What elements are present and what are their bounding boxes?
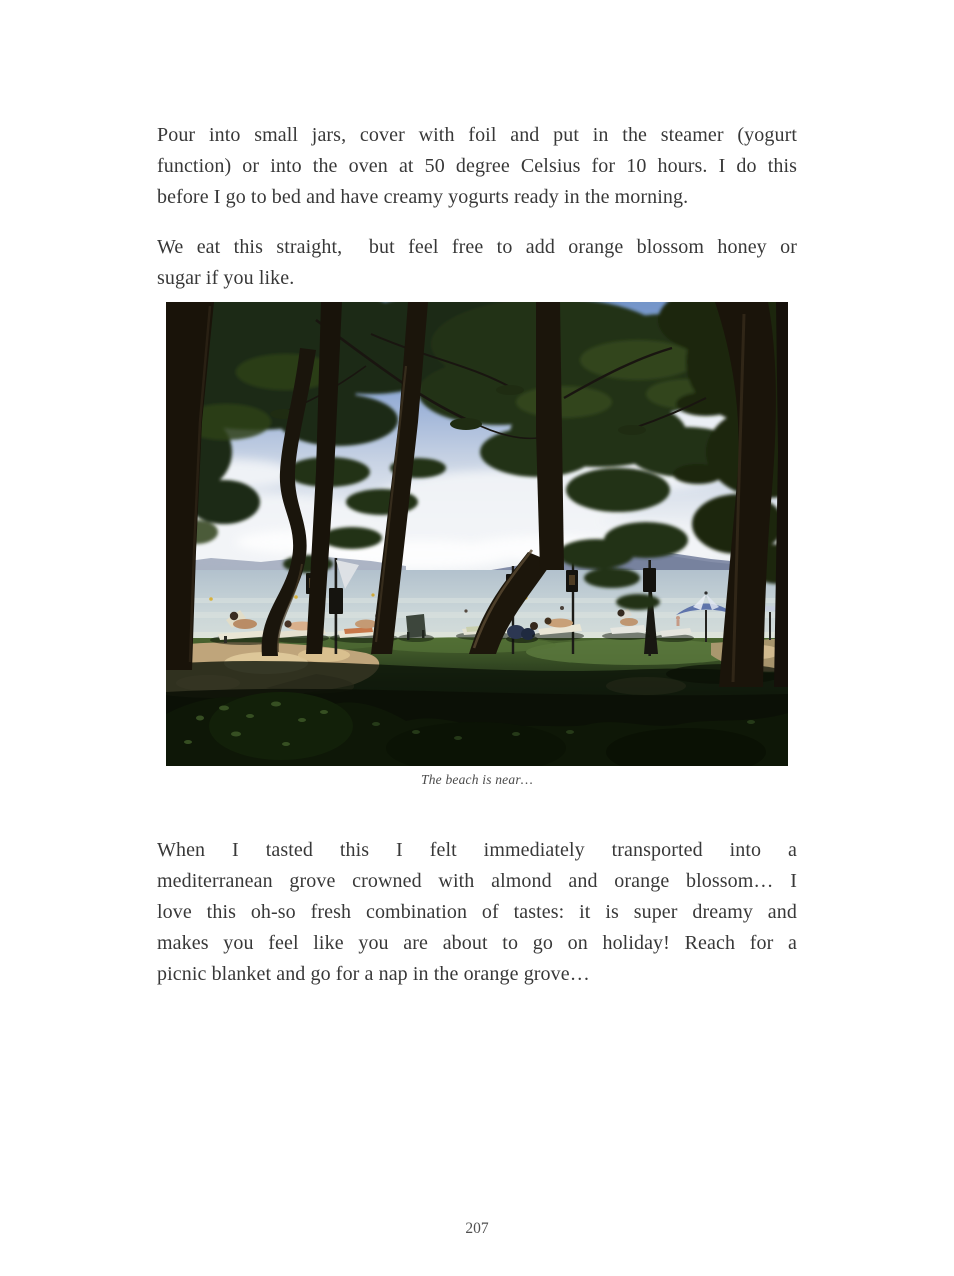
- text-line: When I tasted this I felt immediately transported into a: [157, 839, 797, 861]
- text-line: function) or into the oven at 50 degree Celsius for 10 hours. I do this: [157, 155, 797, 177]
- paragraph-yogurt-instructions: [157, 120, 797, 213]
- photo-caption: The beach is near…: [421, 772, 533, 787]
- figure-beach: [166, 302, 788, 787]
- text-line: makes you feel like you are about to go on holiday! Reach for a: [157, 932, 797, 954]
- paragraph-serving-suggestion: [157, 232, 797, 294]
- text-line: love this oh-so fresh combination of tastes: it is super dreamy and: [157, 901, 797, 923]
- text-line: We eat this straight, but feel free to add orange blossom honey or: [157, 236, 797, 258]
- text-line: sugar if you like.: [157, 267, 295, 289]
- paragraph-tasting-notes: [157, 835, 797, 990]
- text-line: Pour into small jars, cover with foil and put in the steamer (yogurt: [157, 124, 797, 146]
- text-line: mediterranean grove crowned with almond and orange blossom… I: [157, 870, 797, 892]
- text-line: before I go to bed and have creamy yogurts ready in the morning.: [157, 186, 689, 208]
- text-line: picnic blanket and go for a nap in the orange grove…: [157, 963, 590, 985]
- beach-photo: [166, 302, 788, 766]
- page-number: 207: [465, 1220, 489, 1237]
